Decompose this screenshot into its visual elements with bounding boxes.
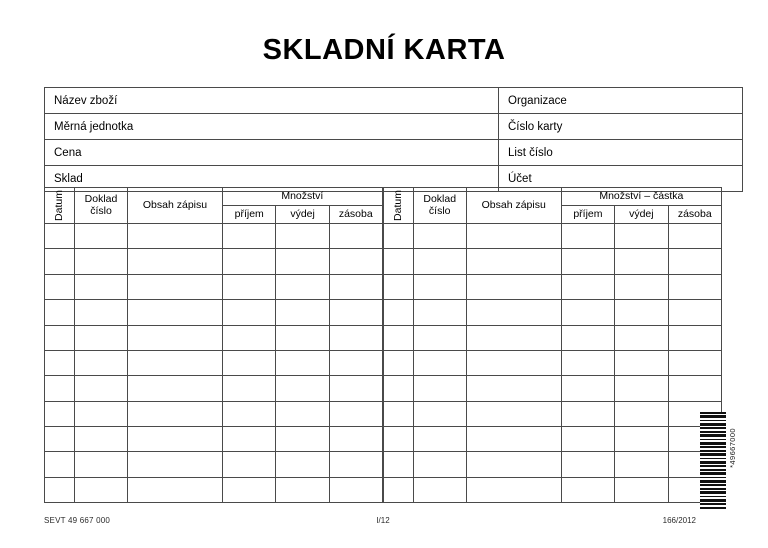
cell-left-obsah-zapisu[interactable] <box>128 452 223 477</box>
footer-publisher-code: SEVT 49 667 000 <box>44 516 111 525</box>
cell-right-obsah-zapisu[interactable] <box>466 274 561 299</box>
cell-right-prijem[interactable] <box>561 427 614 452</box>
cell-right-prijem[interactable] <box>561 376 614 401</box>
cell-right-datum[interactable] <box>383 376 414 401</box>
cell-left-prijem[interactable] <box>223 376 276 401</box>
cell-left-vydej[interactable] <box>276 350 329 375</box>
cell-left-vydej[interactable] <box>276 401 329 426</box>
cell-right-datum[interactable] <box>383 452 414 477</box>
cell-right-vydej[interactable] <box>615 249 668 274</box>
cell-left-doklad-cislo[interactable] <box>75 452 128 477</box>
table-row <box>45 88 743 114</box>
field-sklad[interactable]: Sklad <box>45 166 499 192</box>
cell-left-prijem[interactable] <box>223 274 276 299</box>
cell-right-zasoba[interactable] <box>668 300 721 325</box>
cell-left-prijem[interactable] <box>223 249 276 274</box>
cell-left-obsah-zapisu[interactable] <box>128 401 223 426</box>
cell-right-doklad-cislo[interactable] <box>413 223 466 248</box>
cell-right-obsah-zapisu[interactable] <box>466 427 561 452</box>
cell-left-datum[interactable] <box>45 350 75 375</box>
ledger-block <box>44 187 722 503</box>
field-nazev-zbozi[interactable]: Název zboží <box>45 88 499 114</box>
cell-right-datum[interactable] <box>383 477 414 502</box>
table-row <box>45 477 722 502</box>
cell-right-doklad-cislo[interactable] <box>413 452 466 477</box>
header-doklad-right-line1: Doklad <box>423 193 457 206</box>
cell-right-vydej[interactable] <box>615 376 668 401</box>
cell-left-obsah-zapisu[interactable] <box>128 274 223 299</box>
cell-right-datum[interactable] <box>383 274 414 299</box>
table-row <box>45 223 722 248</box>
cell-right-obsah-zapisu[interactable] <box>466 223 561 248</box>
table-row <box>45 452 722 477</box>
cell-right-obsah-zapisu[interactable] <box>466 477 561 502</box>
header-datum-left-label: Datum <box>53 190 66 221</box>
cell-left-vydej[interactable] <box>276 477 329 502</box>
cell-left-doklad-cislo[interactable] <box>75 300 128 325</box>
cell-left-prijem[interactable] <box>223 401 276 426</box>
header-zasoba-right: zásoba <box>668 205 721 223</box>
header-prijem-left: příjem <box>223 205 276 223</box>
cell-left-obsah-zapisu[interactable] <box>128 350 223 375</box>
cell-right-prijem[interactable] <box>561 350 614 375</box>
table-row <box>45 427 722 452</box>
cell-right-prijem[interactable] <box>561 300 614 325</box>
cell-left-datum[interactable] <box>45 452 75 477</box>
cell-left-vydej[interactable] <box>276 427 329 452</box>
cell-right-doklad-cislo[interactable] <box>413 401 466 426</box>
cell-right-vydej[interactable] <box>615 300 668 325</box>
table-row <box>45 325 722 350</box>
field-cena[interactable]: Cena <box>45 140 499 166</box>
header-doklad-left-line1: Doklad <box>84 193 118 206</box>
cell-left-doklad-cislo[interactable] <box>75 249 128 274</box>
cell-right-doklad-cislo[interactable] <box>413 300 466 325</box>
cell-left-doklad-cislo[interactable] <box>75 274 128 299</box>
cell-left-doklad-cislo[interactable] <box>75 223 128 248</box>
cell-right-datum[interactable] <box>383 249 414 274</box>
header-row-group <box>45 188 722 206</box>
cell-right-doklad-cislo[interactable] <box>413 427 466 452</box>
cell-left-datum[interactable] <box>45 300 75 325</box>
cell-right-vydej[interactable] <box>615 477 668 502</box>
header-doklad-cislo-left <box>75 188 128 224</box>
cell-left-datum[interactable] <box>45 223 75 248</box>
cell-right-zasoba[interactable] <box>668 223 721 248</box>
cell-left-zasoba[interactable] <box>329 325 382 350</box>
header-vydej-left: výdej <box>276 205 329 223</box>
cell-left-datum[interactable] <box>45 325 75 350</box>
cell-right-datum[interactable] <box>383 401 414 426</box>
field-merna-jednotka[interactable]: Měrná jednotka <box>45 114 499 140</box>
cell-left-vydej[interactable] <box>276 249 329 274</box>
cell-left-zasoba[interactable] <box>329 401 382 426</box>
table-row <box>45 350 722 375</box>
cell-left-prijem[interactable] <box>223 300 276 325</box>
cell-left-zasoba[interactable] <box>329 274 382 299</box>
cell-left-zasoba[interactable] <box>329 477 382 502</box>
cell-left-datum[interactable] <box>45 274 75 299</box>
table-row <box>45 249 722 274</box>
cell-left-prijem[interactable] <box>223 350 276 375</box>
cell-right-vydej[interactable] <box>615 274 668 299</box>
header-vydej-right: výdej <box>615 205 668 223</box>
header-datum-left <box>45 188 75 224</box>
cell-right-datum[interactable] <box>383 427 414 452</box>
header-doklad-right-line2: číslo <box>428 205 451 218</box>
cell-right-obsah-zapisu[interactable] <box>466 376 561 401</box>
cell-right-prijem[interactable] <box>561 325 614 350</box>
identification-table <box>44 87 743 192</box>
cell-right-prijem[interactable] <box>561 452 614 477</box>
ledger-table <box>44 187 722 503</box>
cell-right-vydej[interactable] <box>615 325 668 350</box>
header-doklad-left-line2: číslo <box>90 205 112 218</box>
cell-left-prijem[interactable] <box>223 223 276 248</box>
cell-right-obsah-zapisu[interactable] <box>466 300 561 325</box>
cell-right-zasoba[interactable] <box>668 274 721 299</box>
cell-left-obsah-zapisu[interactable] <box>128 427 223 452</box>
cell-right-datum[interactable] <box>383 300 414 325</box>
cell-right-vydej[interactable] <box>615 223 668 248</box>
cell-right-prijem[interactable] <box>561 274 614 299</box>
cell-left-vydej[interactable] <box>276 452 329 477</box>
table-row <box>45 300 722 325</box>
cell-left-vydej[interactable] <box>276 223 329 248</box>
cell-left-zasoba[interactable] <box>329 300 382 325</box>
cell-left-vydej[interactable] <box>276 325 329 350</box>
cell-left-doklad-cislo[interactable] <box>75 376 128 401</box>
barcode-number: *49667000 <box>728 428 737 468</box>
cell-right-datum[interactable] <box>383 325 414 350</box>
table-row <box>45 376 722 401</box>
cell-right-obsah-zapisu[interactable] <box>466 249 561 274</box>
cell-right-zasoba[interactable] <box>668 325 721 350</box>
cell-right-vydej[interactable] <box>615 452 668 477</box>
cell-left-doklad-cislo[interactable] <box>75 477 128 502</box>
header-doklad-cislo-right <box>413 188 466 224</box>
footer-sheet-marker: I/12 <box>376 516 390 525</box>
header-datum-right-label: Datum <box>391 190 404 221</box>
table-row <box>45 274 722 299</box>
page-title: SKLADNÍ KARTA <box>262 34 506 66</box>
header-obsah-zapisu-right: Obsah zápisu <box>466 188 561 224</box>
cell-right-doklad-cislo[interactable] <box>413 350 466 375</box>
cell-left-obsah-zapisu[interactable] <box>128 477 223 502</box>
field-list-cislo[interactable]: List číslo <box>499 140 743 166</box>
cell-left-vydej[interactable] <box>276 376 329 401</box>
header-obsah-zapisu-left: Obsah zápisu <box>128 188 223 224</box>
cell-right-datum[interactable] <box>383 223 414 248</box>
header-mnozstvi-castka-right: Množství – částka <box>561 188 721 206</box>
cell-left-obsah-zapisu[interactable] <box>128 223 223 248</box>
barcode-bars-icon <box>700 412 726 510</box>
cell-left-datum[interactable] <box>45 427 75 452</box>
cell-right-doklad-cislo[interactable] <box>413 477 466 502</box>
cell-left-vydej[interactable] <box>276 300 329 325</box>
cell-right-obsah-zapisu[interactable] <box>466 350 561 375</box>
footer-edition: 166/2012 <box>662 516 696 525</box>
cell-right-vydej[interactable] <box>615 401 668 426</box>
cell-right-prijem[interactable] <box>561 401 614 426</box>
cell-left-vydej[interactable] <box>276 274 329 299</box>
cell-left-zasoba[interactable] <box>329 376 382 401</box>
footer <box>44 516 722 528</box>
cell-left-doklad-cislo[interactable] <box>75 325 128 350</box>
cell-left-datum[interactable] <box>45 477 75 502</box>
cell-right-obsah-zapisu[interactable] <box>466 452 561 477</box>
header-mnozstvi-left: Množství <box>223 188 383 206</box>
cell-right-obsah-zapisu[interactable] <box>466 401 561 426</box>
cell-right-prijem[interactable] <box>561 477 614 502</box>
header-zasoba-left: zásoba <box>329 205 382 223</box>
cell-left-zasoba[interactable] <box>329 452 382 477</box>
field-cislo-karty[interactable]: Číslo karty <box>499 114 743 140</box>
cell-right-doklad-cislo[interactable] <box>413 376 466 401</box>
cell-left-prijem[interactable] <box>223 477 276 502</box>
ledger-header <box>45 188 722 224</box>
cell-left-zasoba[interactable] <box>329 249 382 274</box>
ledger-body <box>45 223 722 502</box>
header-datum-right <box>383 188 414 224</box>
table-row <box>45 140 743 166</box>
cell-right-obsah-zapisu[interactable] <box>466 325 561 350</box>
cell-right-datum[interactable] <box>383 350 414 375</box>
cell-left-zasoba[interactable] <box>329 427 382 452</box>
table-row <box>45 401 722 426</box>
cell-left-prijem[interactable] <box>223 427 276 452</box>
identification-block <box>44 87 722 192</box>
cell-left-datum[interactable] <box>45 401 75 426</box>
barcode <box>700 412 760 510</box>
cell-left-doklad-cislo[interactable] <box>75 350 128 375</box>
cell-left-obsah-zapisu[interactable] <box>128 300 223 325</box>
cell-right-vydej[interactable] <box>615 350 668 375</box>
cell-left-doklad-cislo[interactable] <box>75 427 128 452</box>
cell-right-vydej[interactable] <box>615 427 668 452</box>
header-prijem-right: příjem <box>561 205 614 223</box>
cell-left-obsah-zapisu[interactable] <box>128 325 223 350</box>
field-organizace[interactable]: Organizace <box>499 88 743 114</box>
cell-left-zasoba[interactable] <box>329 223 382 248</box>
cell-left-obsah-zapisu[interactable] <box>128 249 223 274</box>
cell-left-zasoba[interactable] <box>329 350 382 375</box>
cell-left-doklad-cislo[interactable] <box>75 401 128 426</box>
cell-right-doklad-cislo[interactable] <box>413 274 466 299</box>
cell-left-prijem[interactable] <box>223 452 276 477</box>
cell-left-obsah-zapisu[interactable] <box>128 376 223 401</box>
field-ucet[interactable]: Účet <box>499 166 743 192</box>
cell-right-zasoba[interactable] <box>668 249 721 274</box>
cell-right-zasoba[interactable] <box>668 350 721 375</box>
cell-right-zasoba[interactable] <box>668 376 721 401</box>
cell-left-prijem[interactable] <box>223 325 276 350</box>
cell-right-prijem[interactable] <box>561 223 614 248</box>
table-row <box>45 114 743 140</box>
cell-right-doklad-cislo[interactable] <box>413 249 466 274</box>
cell-right-prijem[interactable] <box>561 249 614 274</box>
cell-left-datum[interactable] <box>45 376 75 401</box>
cell-left-datum[interactable] <box>45 249 75 274</box>
cell-right-doklad-cislo[interactable] <box>413 325 466 350</box>
